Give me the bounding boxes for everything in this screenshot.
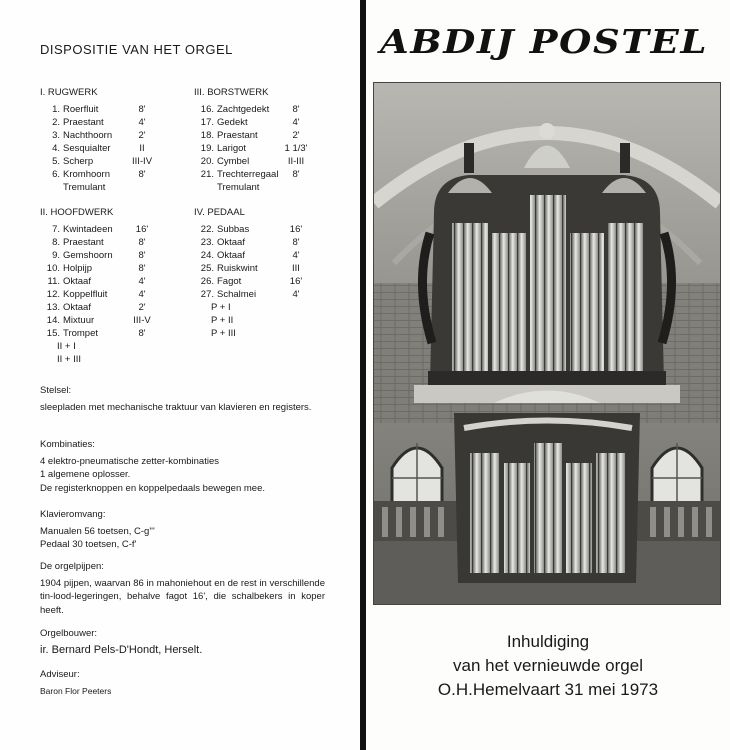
stop-size: 4' xyxy=(138,117,146,128)
stop-number: 21. xyxy=(200,169,214,180)
stop-row xyxy=(40,142,190,155)
stop-size: 8' xyxy=(138,328,146,339)
stop-number: 11. xyxy=(47,276,60,287)
caption-line: van het vernieuwde orgel xyxy=(453,656,643,675)
stop-number: 17. xyxy=(200,117,214,128)
stop-name: Gedekt xyxy=(217,117,248,128)
stop-size: II xyxy=(139,143,145,154)
stop-number: 10. xyxy=(46,263,60,274)
stop-number: 19. xyxy=(200,143,214,154)
stop-size: 2' xyxy=(292,130,300,141)
klavier-block xyxy=(40,508,325,552)
page-heading: DISPOSITIE VAN HET ORGEL xyxy=(40,42,233,57)
stop-row xyxy=(40,353,190,366)
stop-row xyxy=(194,249,344,262)
stop-name: Praestant xyxy=(63,237,104,248)
stop-name: II + III xyxy=(57,354,82,365)
stop-name: Cymbel xyxy=(217,156,250,167)
stop-size: 8' xyxy=(138,250,146,261)
stop-name: P + I xyxy=(211,302,231,313)
stop-name: Praestant xyxy=(217,130,258,141)
stop-row xyxy=(40,116,190,129)
pijpen-block xyxy=(40,560,325,617)
pijpen-label: De orgelpijpen: xyxy=(40,561,104,572)
stop-row xyxy=(194,103,344,116)
stop-name: Sesquialter xyxy=(63,143,111,154)
stop-row xyxy=(194,181,344,194)
stop-number: 5. xyxy=(52,156,60,167)
stop-row xyxy=(40,236,190,249)
stop-size: 8' xyxy=(292,169,300,180)
stop-name: Roerfluit xyxy=(63,104,99,115)
stelsel-label: Stelsel: xyxy=(40,385,72,396)
stop-number: 6. xyxy=(52,169,60,180)
stop-size: III-V xyxy=(133,315,151,326)
stop-name: Larigot xyxy=(217,143,247,154)
stop-row xyxy=(194,116,344,129)
stop-row xyxy=(40,181,190,194)
stop-row xyxy=(40,262,190,275)
stop-name: Tremulant xyxy=(63,182,106,193)
stop-size: 8' xyxy=(138,104,146,115)
kombinaties-block xyxy=(40,438,325,495)
stop-column-left xyxy=(40,86,190,366)
stop-size: 8' xyxy=(138,169,146,180)
stop-name: Trechterregaal xyxy=(217,169,279,180)
bouwer-block xyxy=(40,627,325,657)
stop-number: 24. xyxy=(200,250,214,261)
stop-name: Praestant xyxy=(63,117,104,128)
kombinaties-line: 1 algemene oplosser. xyxy=(40,469,131,480)
stop-row xyxy=(194,262,344,275)
stop-row xyxy=(40,103,190,116)
stop-row xyxy=(40,275,190,288)
stop-row xyxy=(40,155,190,168)
stop-number: 25. xyxy=(200,263,214,274)
adviseur-block xyxy=(40,668,325,698)
caption-date: O.H.Hemelvaart 31 mei 1973 xyxy=(437,680,659,699)
division-title: I. RUGWERK xyxy=(40,87,98,98)
stop-name: Oktaaf xyxy=(63,276,91,287)
stop-row xyxy=(194,223,344,236)
stop-row xyxy=(194,275,344,288)
stop-name: Koppelfluit xyxy=(63,289,108,300)
stop-name: P + II xyxy=(211,315,234,326)
stop-row xyxy=(194,168,344,181)
stop-size: 16' xyxy=(289,276,303,287)
stop-size: 4' xyxy=(292,289,300,300)
stop-row xyxy=(40,301,190,314)
stop-number: 22. xyxy=(200,224,214,235)
stop-number: 15. xyxy=(46,328,60,339)
division-title: III. BORSTWERK xyxy=(194,87,269,98)
stelsel-text: sleepladen met mechanische traktuur van klavieren en registers. xyxy=(40,401,312,413)
stop-name: Scherp xyxy=(63,156,94,167)
stop-row xyxy=(40,288,190,301)
kombinaties-line: 4 elektro-pneumatische zetter-kombinaties xyxy=(40,455,220,467)
stop-size: 4' xyxy=(292,117,300,128)
division-title: II. HOOFDWERK xyxy=(40,207,114,218)
klavier-label: Klavieromvang: xyxy=(40,509,106,520)
stop-row xyxy=(194,327,344,340)
stop-size: 8' xyxy=(292,104,300,115)
stop-number: 14. xyxy=(46,315,60,326)
stop-size: 2' xyxy=(138,302,146,313)
stop-row xyxy=(40,223,190,236)
stop-name: Kromhoorn xyxy=(63,169,110,180)
stop-size: 4' xyxy=(292,250,300,261)
stop-row xyxy=(194,314,344,327)
stop-number: 3. xyxy=(52,130,60,141)
kombinaties-line: De registerknoppen en koppelpedaals bewegen mee. xyxy=(40,482,265,494)
stop-name: Oktaaf xyxy=(63,302,91,313)
kombinaties-label: Kombinaties: xyxy=(40,439,95,450)
stop-name: Gemshoorn xyxy=(63,250,113,261)
stop-number: 12. xyxy=(46,289,60,300)
stop-name: Schalmei xyxy=(217,289,257,300)
stop-size: 2' xyxy=(138,130,146,141)
stop-name: P + III xyxy=(211,328,236,339)
abbey-title: ABDIJ POSTEL xyxy=(380,22,709,61)
stop-name: Oktaaf xyxy=(217,237,245,248)
stop-number: 7. xyxy=(52,224,60,235)
stop-size: III xyxy=(292,263,300,274)
stop-size: 8' xyxy=(138,263,146,274)
stop-row xyxy=(194,288,344,301)
stop-row xyxy=(194,129,344,142)
stop-row xyxy=(194,155,344,168)
stop-number: 1. xyxy=(52,104,60,115)
stop-number: 9. xyxy=(52,250,60,261)
stop-size: 4' xyxy=(138,276,146,287)
stop-number: 13. xyxy=(46,302,60,313)
stop-number: 18. xyxy=(200,130,214,141)
stop-size: 8' xyxy=(292,237,300,248)
stop-number: 26. xyxy=(200,276,214,287)
stop-number: 4. xyxy=(52,143,60,154)
klavier-line: Pedaal 30 toetsen, C-f' xyxy=(40,539,137,550)
stop-name: Fagot xyxy=(217,276,242,287)
stop-size: 4' xyxy=(138,289,146,300)
stop-size: III-IV xyxy=(131,156,153,167)
bouwer-label: Orgelbouwer: xyxy=(40,628,98,639)
bouwer-text: ir. Bernard Pels-D'Hondt, Herselt. xyxy=(40,643,203,656)
stop-name: Nachthoorn xyxy=(63,130,113,141)
stop-number: 27. xyxy=(200,289,214,300)
stop-name: Ruiskwint xyxy=(217,263,258,274)
adviseur-text: Baron Flor Peeters xyxy=(40,685,112,696)
stop-name: Holpijp xyxy=(63,263,93,274)
stop-number: 23. xyxy=(200,237,214,248)
caption-line: Inhuldiging xyxy=(506,632,590,651)
division-title: IV. PEDAAL xyxy=(194,207,245,218)
stop-size: II-III xyxy=(287,156,305,167)
stop-size: 8' xyxy=(138,237,146,248)
stop-number: 16. xyxy=(200,104,214,115)
stelsel-block xyxy=(40,384,325,414)
stop-name: Oktaaf xyxy=(217,250,245,261)
stop-row xyxy=(194,301,344,314)
left-page xyxy=(0,0,360,750)
stop-name: Kwintadeen xyxy=(63,224,113,235)
pijpen-text: 1904 pijpen, waarvan 86 in mahoniehout en de rest in verschillende tin-lood-legeringen, behalve fagot 16', die schalbekers in koper heeft. xyxy=(40,577,325,616)
stop-row xyxy=(40,340,190,353)
organ-photo xyxy=(373,82,721,605)
stop-name: Mixtuur xyxy=(63,315,95,326)
stop-number: 8. xyxy=(52,237,60,248)
stop-row xyxy=(40,314,190,327)
stop-size: 1 1/3' xyxy=(284,143,308,154)
stop-row xyxy=(40,249,190,262)
stop-column-right xyxy=(194,86,344,340)
stop-row xyxy=(40,129,190,142)
stop-row xyxy=(40,168,190,181)
stop-row xyxy=(40,327,190,340)
stop-name: Trompet xyxy=(63,328,99,339)
stop-name: Zachtgedekt xyxy=(217,104,270,115)
stop-size: 16' xyxy=(289,224,303,235)
stop-number: 20. xyxy=(200,156,214,167)
stop-number: 2. xyxy=(52,117,60,128)
klavier-line: Manualen 56 toetsen, C-g''' xyxy=(40,525,155,537)
stop-name: II + I xyxy=(57,341,76,352)
stop-name: Tremulant xyxy=(217,182,260,193)
right-page xyxy=(366,0,730,750)
stop-row xyxy=(194,236,344,249)
adviseur-label: Adviseur: xyxy=(40,669,80,680)
stop-size: 16' xyxy=(135,224,149,235)
stop-name: Subbas xyxy=(217,224,250,235)
stop-row xyxy=(194,142,344,155)
